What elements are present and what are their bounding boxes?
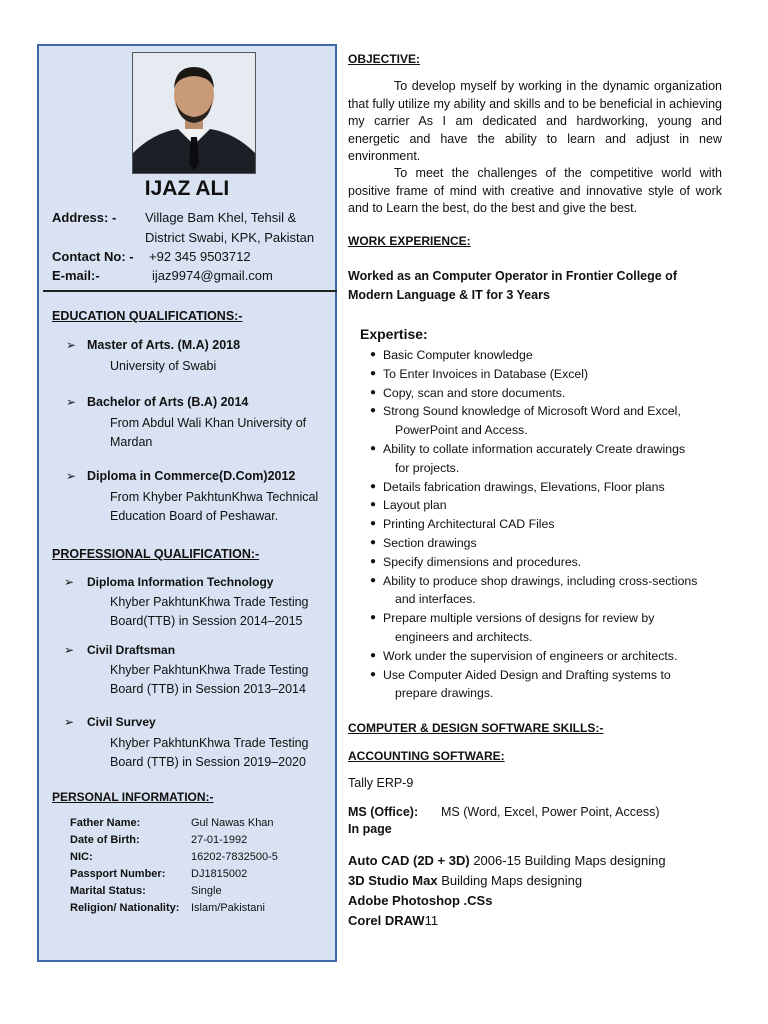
bullet-icon: ● xyxy=(370,349,377,360)
professional-item-detail: Board (TTB) in Session 2019–2020 xyxy=(110,755,306,769)
list-item: ● Work under the supervision of engineers or architects. xyxy=(348,647,722,666)
profile-name: IJAZ ALI xyxy=(144,177,230,200)
personal-value: Islam/Pakistani xyxy=(191,902,265,914)
arrow-bullet-icon: ➢ xyxy=(66,338,77,352)
inpage-skill: In page xyxy=(348,822,392,836)
tool-photoshop: Adobe Photoshop .CSs xyxy=(348,893,493,908)
ms-office-value: MS (Word, Excel, Power Point, Access) xyxy=(441,805,660,819)
ms-office-label: MS (Office): xyxy=(348,805,419,819)
professional-item-title: Diploma Information Technology xyxy=(87,575,274,589)
professional-item-detail: Khyber PakhtunKhwa Trade Testing xyxy=(110,736,309,750)
professional-item-detail: Khyber PakhtunKhwa Trade Testing xyxy=(110,663,309,677)
sidebar xyxy=(37,44,337,962)
objective-paragraph-2: To meet the challenges of the competitive world with positive frame of mind with creative and innovative style of work and to Learn the best, do the best and give the best. xyxy=(348,166,722,215)
professional-heading: PROFESSIONAL QUALIFICATION:- xyxy=(52,547,260,561)
list-item: ● Section drawings xyxy=(348,534,722,553)
contact-label: Contact No: - xyxy=(52,249,134,264)
professional-item-detail: Khyber PakhtunKhwa Trade Testing xyxy=(110,595,309,609)
education-item-title: Diploma in Commerce(D.Com)2012 xyxy=(87,469,296,483)
email-label: E-mail:- xyxy=(52,268,100,283)
objective-paragraph-1: To develop myself by working in the dynamic organization that fully utilize my ability and skills and to be beneficial in achieving my carrier As I am dedicated and hardworking, young and energetic and have the ability to learn and adjust in new environment. xyxy=(348,79,722,163)
list-item: ● Strong Sound knowledge of Microsoft Word and Excel, PowerPoint and Access. xyxy=(370,404,681,438)
bullet-icon: ● xyxy=(370,668,377,680)
tally-skill: Tally ERP-9 xyxy=(348,776,414,790)
bullet-icon: ● xyxy=(370,555,377,567)
list-item: ● Layout plan xyxy=(348,496,722,515)
list-item: ● Ability to produce shop drawings, including cross-sections and interfaces. xyxy=(370,573,698,607)
bullet-icon: ● xyxy=(370,442,377,454)
sidebar-divider xyxy=(43,290,337,292)
bullet-icon: ● xyxy=(370,649,377,661)
personal-value: Gul Nawas Khan xyxy=(191,817,274,829)
bullet-icon: ● xyxy=(370,574,377,586)
list-item: ● Prepare multiple versions of designs for review by engineers and architects. xyxy=(370,611,655,644)
software-skills-heading: COMPUTER & DESIGN SOFTWARE SKILLS:- xyxy=(348,721,604,735)
tool-3d-studio-max: 3D Studio Max Building Maps designing xyxy=(348,873,583,888)
tool-autocad: Auto CAD (2D + 3D) 2006-15 Building Maps designing xyxy=(348,853,666,868)
objective-heading: OBJECTIVE: xyxy=(348,52,421,66)
education-item-detail: Education Board of Peshawar. xyxy=(110,509,279,523)
list-item: ● Details fabrication drawings, Elevations, Floor plans xyxy=(348,478,722,497)
personal-label: Religion/ Nationality: xyxy=(70,902,180,914)
education-heading: EDUCATION QUALIFICATIONS:- xyxy=(52,309,243,323)
work-experience-heading: WORK EXPERIENCE: xyxy=(348,234,471,248)
address-label: Address: - xyxy=(52,210,117,225)
list-item: ● To Enter Invoices in Database (Excel) xyxy=(348,365,722,384)
personal-label: NIC: xyxy=(70,851,93,863)
education-item-detail: University of Swabi xyxy=(110,359,217,373)
education-item-title: Bachelor of Arts (B.A) 2014 xyxy=(87,395,249,409)
tool-coreldraw: Corel DRAW11 xyxy=(348,913,439,928)
personal-label: Passport Number: xyxy=(70,868,166,880)
arrow-bullet-icon: ➢ xyxy=(64,715,75,729)
bullet-icon: ● xyxy=(370,536,377,548)
professional-item-title: Civil Draftsman xyxy=(87,643,176,657)
education-item-detail: Mardan xyxy=(110,435,153,449)
bullet-icon: ● xyxy=(370,499,377,511)
arrow-bullet-icon: ➢ xyxy=(66,469,77,483)
contact-number: +92 345 9503712 xyxy=(149,249,251,264)
list-item: ● Specify dimensions and procedures. xyxy=(348,553,722,572)
bullet-icon: ● xyxy=(370,386,377,398)
list-item: ● Basic Computer knowledge xyxy=(348,346,722,365)
arrow-bullet-icon: ➢ xyxy=(64,643,75,657)
profile-photo xyxy=(132,52,256,174)
bullet-icon: ● xyxy=(370,480,377,492)
personal-value: 16202-7832500-5 xyxy=(191,851,278,863)
expertise-heading: Expertise: xyxy=(360,326,428,342)
arrow-bullet-icon: ➢ xyxy=(64,575,75,589)
accounting-software-heading: ACCOUNTING SOFTWARE: xyxy=(348,749,505,763)
address-line-1: Village Bam Khel, Tehsil & xyxy=(145,210,297,225)
personal-value: 27-01-1992 xyxy=(191,834,248,846)
education-item-title: Master of Arts. (M.A) 2018 xyxy=(87,338,241,352)
arrow-bullet-icon: ➢ xyxy=(66,395,77,409)
personal-heading: PERSONAL INFORMATION:- xyxy=(52,790,214,804)
education-item-detail: From Khyber PakhtunKhwa Technical xyxy=(110,490,319,504)
email-address: ijaz9974@gmail.com xyxy=(152,268,273,283)
personal-label: Father Name: xyxy=(70,817,141,829)
bullet-icon: ● xyxy=(370,367,377,379)
list-item: ● Use Computer Aided Design and Drafting systems to prepare drawings. xyxy=(370,667,671,701)
education-item-detail: From Abdul Wali Khan University of xyxy=(110,416,307,430)
bullet-icon: ● xyxy=(370,612,377,624)
expertise-list xyxy=(348,346,722,703)
list-item: ● Ability to collate information accurately Create drawings for projects. xyxy=(370,441,686,475)
bullet-icon: ● xyxy=(370,405,377,417)
personal-value: Single xyxy=(191,885,222,897)
work-experience-text: Worked as an Computer Operator in Frontier College of Modern Language & IT for 3 Years xyxy=(348,269,677,302)
personal-label: Marital Status: xyxy=(70,885,146,897)
list-item: ● Copy, scan and store documents. xyxy=(348,384,722,403)
bullet-icon: ● xyxy=(370,518,377,530)
personal-label: Date of Birth: xyxy=(70,834,140,846)
address-line-2: District Swabi, KPK, Pakistan xyxy=(145,230,315,245)
professional-item-detail: Board(TTB) in Session 2014–2015 xyxy=(110,614,303,628)
list-item: ● Printing Architectural CAD Files xyxy=(348,515,722,534)
professional-item-title: Civil Survey xyxy=(87,715,156,729)
personal-value: DJ1815002 xyxy=(191,868,248,880)
professional-item-detail: Board (TTB) in Session 2013–2014 xyxy=(110,682,306,696)
